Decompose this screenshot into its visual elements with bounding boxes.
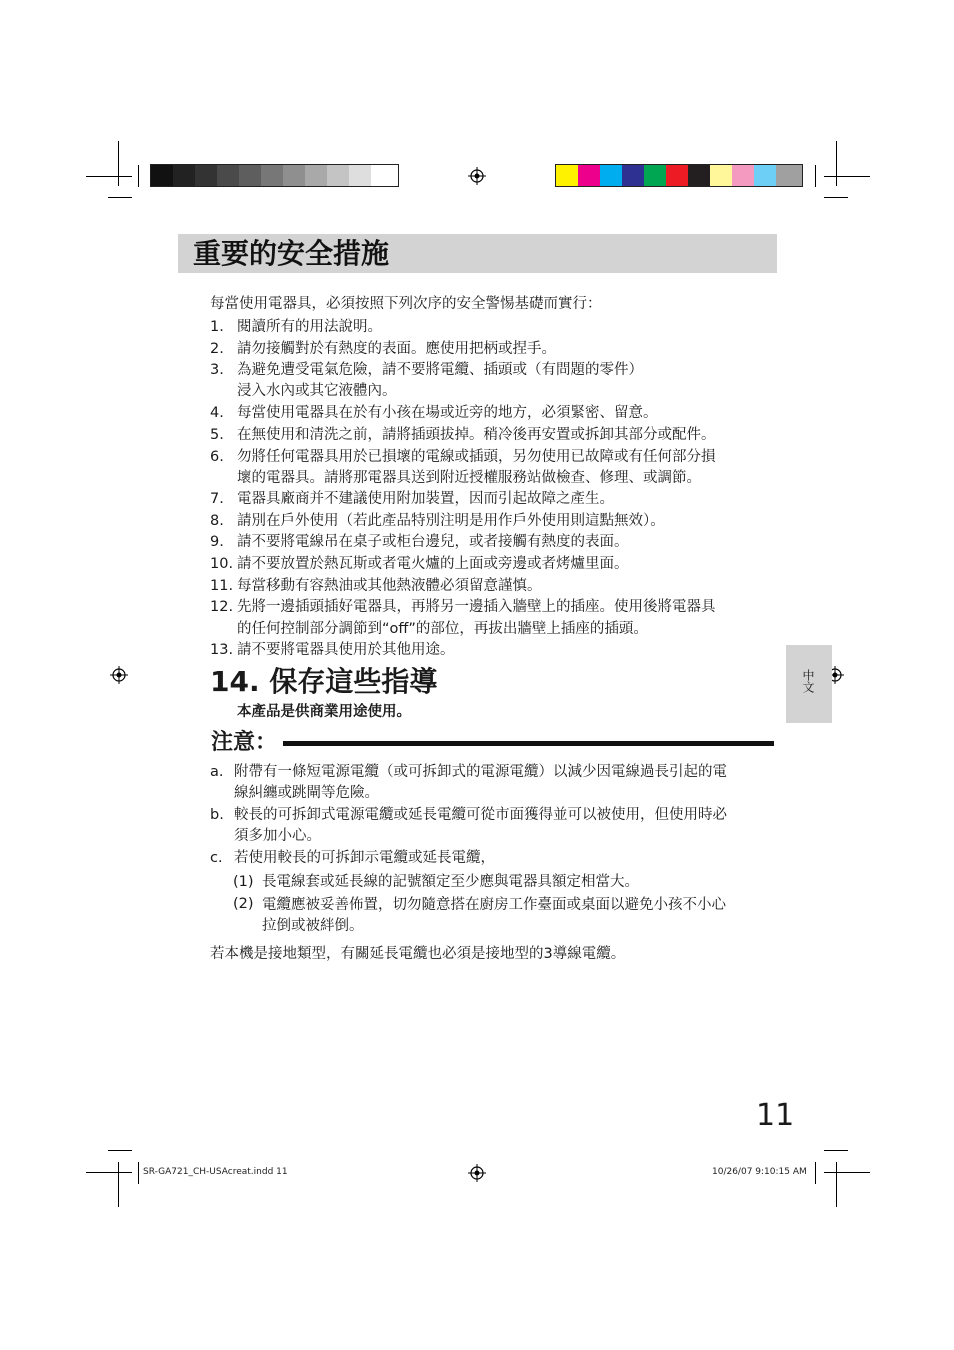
list-number: 2. (210, 341, 224, 357)
caution-heading: 注意： (211, 730, 278, 755)
list-number: 3. (210, 362, 224, 378)
list-item: 請不要放置於熱瓦斯或者電火爐的上面或旁邊或者烤爐里面。 (237, 556, 629, 572)
color-swatch (776, 165, 802, 186)
gray-swatch (239, 165, 261, 186)
page-title: 重要的安全措施 (193, 237, 390, 270)
list-number: 11. (210, 578, 234, 594)
grounding-note: 若本機是接地類型，有關延長電纜也必須是接地型的3導線電纜。 (210, 946, 626, 962)
color-swatch (644, 165, 666, 186)
color-swatch (710, 165, 732, 186)
language-tab-label: 中文 (801, 669, 815, 693)
gray-swatch (261, 165, 283, 186)
gray-swatch (327, 165, 349, 186)
list-item: 先將一邊插頭插好電器具，再將另一邊插入牆壁上的插座。使用後將電器具 (237, 599, 716, 615)
caution-label: a. (210, 764, 224, 780)
list-number: 10. (210, 556, 234, 572)
gray-swatch (305, 165, 327, 186)
intro-text: 每當使用電器具，必須按照下列次序的安全警惕基礎而實行： (210, 296, 602, 312)
caution-label: c. (210, 850, 223, 866)
caution-item-continued: 須多加小心。 (234, 828, 321, 844)
list-number: 12. (210, 599, 234, 615)
list-item: 電器具廠商并不建議使用附加裝置，因而引起故障之產生。 (237, 491, 614, 507)
section-14-heading: 14. 保存這些指導 (210, 665, 438, 698)
registration-mark-icon (110, 666, 128, 684)
caution-subitem: 電纜應被妥善佈置，切勿隨意搭在廚房工作臺面或桌面以避免小孩不小心 (262, 897, 726, 913)
list-item: 閱讀所有的用法說明。 (237, 319, 382, 335)
list-item-continued: 壞的電器具。請將那電器具送到附近授權服務站做檢查、修理、或調節。 (237, 470, 701, 486)
color-swatch (688, 165, 710, 186)
list-number: 9. (210, 534, 224, 550)
caution-sublabel: (1) (233, 874, 254, 890)
list-item: 請不要將電線吊在桌子或柜台邊兒，或者接觸有熱度的表面。 (237, 534, 629, 550)
list-number: 5. (210, 427, 224, 443)
footer-filename: SR-GA721_CH-USAcreat.indd 11 (143, 1167, 288, 1177)
list-item-continued: 浸入水內或其它液體內。 (237, 383, 397, 399)
gray-swatch (283, 165, 305, 186)
list-item: 請別在戶外使用（若此產品特別注明是用作戶外使用則這點無效）。 (237, 513, 665, 529)
caution-subitem-continued: 拉倒或被絆倒。 (262, 918, 364, 934)
list-item: 請不要將電器具使用於其他用途。 (237, 642, 455, 658)
color-swatch (754, 165, 776, 186)
page-number: 11 (756, 1098, 795, 1133)
caution-item: 若使用較長的可拆卸示電纜或延長電纜， (234, 850, 495, 866)
list-number: 7. (210, 491, 224, 507)
list-item: 請勿接觸對於有熱度的表面。應使用把柄或捏手。 (237, 341, 556, 357)
color-swatch (622, 165, 644, 186)
color-swatch (732, 165, 754, 186)
list-item: 每當使用電器具在於有小孩在場或近旁的地方，必須緊密、留意。 (237, 405, 658, 421)
list-item-continued: 的任何控制部分調節到“off”的部位，再拔出牆壁上插座的插頭。 (237, 621, 648, 637)
grayscale-bar (150, 164, 399, 187)
caution-sublabel: (2) (233, 896, 254, 912)
list-item: 勿將任何電器具用於已損壞的電線或插頭，另勿使用已故障或有任何部分損 (237, 449, 716, 465)
list-number: 1. (210, 319, 224, 335)
list-number: 6. (210, 449, 224, 465)
caution-rule (283, 741, 774, 746)
gray-swatch (173, 165, 195, 186)
gray-swatch (371, 165, 398, 186)
gray-swatch (195, 165, 217, 186)
list-item: 為避免遭受電氣危險，請不要將電纜、插頭或（有問題的零件） (237, 362, 643, 378)
gray-swatch (349, 165, 371, 186)
caution-item-continued: 線糾纏或跳閘等危險。 (234, 785, 379, 801)
gray-swatch (217, 165, 239, 186)
registration-mark-icon (468, 167, 486, 185)
section-14-subtext: 本產品是供商業用途使用。 (237, 704, 411, 720)
caution-subitem: 長電線套或延長線的記號額定至少應與電器具額定相當大。 (262, 874, 639, 890)
color-swatch (600, 165, 622, 186)
list-number: 4. (210, 405, 224, 421)
list-number: 8. (210, 513, 224, 529)
caution-label: b. (210, 807, 224, 823)
color-swatch (578, 165, 600, 186)
color-swatch (666, 165, 688, 186)
caution-item: 較長的可拆卸式電源電纜或延長電纜可從市面獲得並可以被使用，但使用時必 (234, 807, 727, 823)
language-tab (786, 645, 832, 723)
gray-swatch (151, 165, 173, 186)
footer-timestamp: 10/26/07 9:10:15 AM (712, 1167, 807, 1177)
color-bar (555, 164, 803, 187)
list-item: 每當移動有容熱油或其他熱液體必須留意謹慎。 (237, 578, 542, 594)
list-item: 在無使用和清洗之前，請將插頭拔掉。稍冷後再安置或拆卸其部分或配件。 (237, 427, 716, 443)
caution-item: 附帶有一條短電源電纜（或可拆卸式的電源電纜）以減少因電線過長引起的電 (234, 764, 727, 780)
list-number: 13. (210, 642, 234, 658)
color-swatch (556, 165, 578, 186)
registration-mark-icon (468, 1164, 486, 1182)
